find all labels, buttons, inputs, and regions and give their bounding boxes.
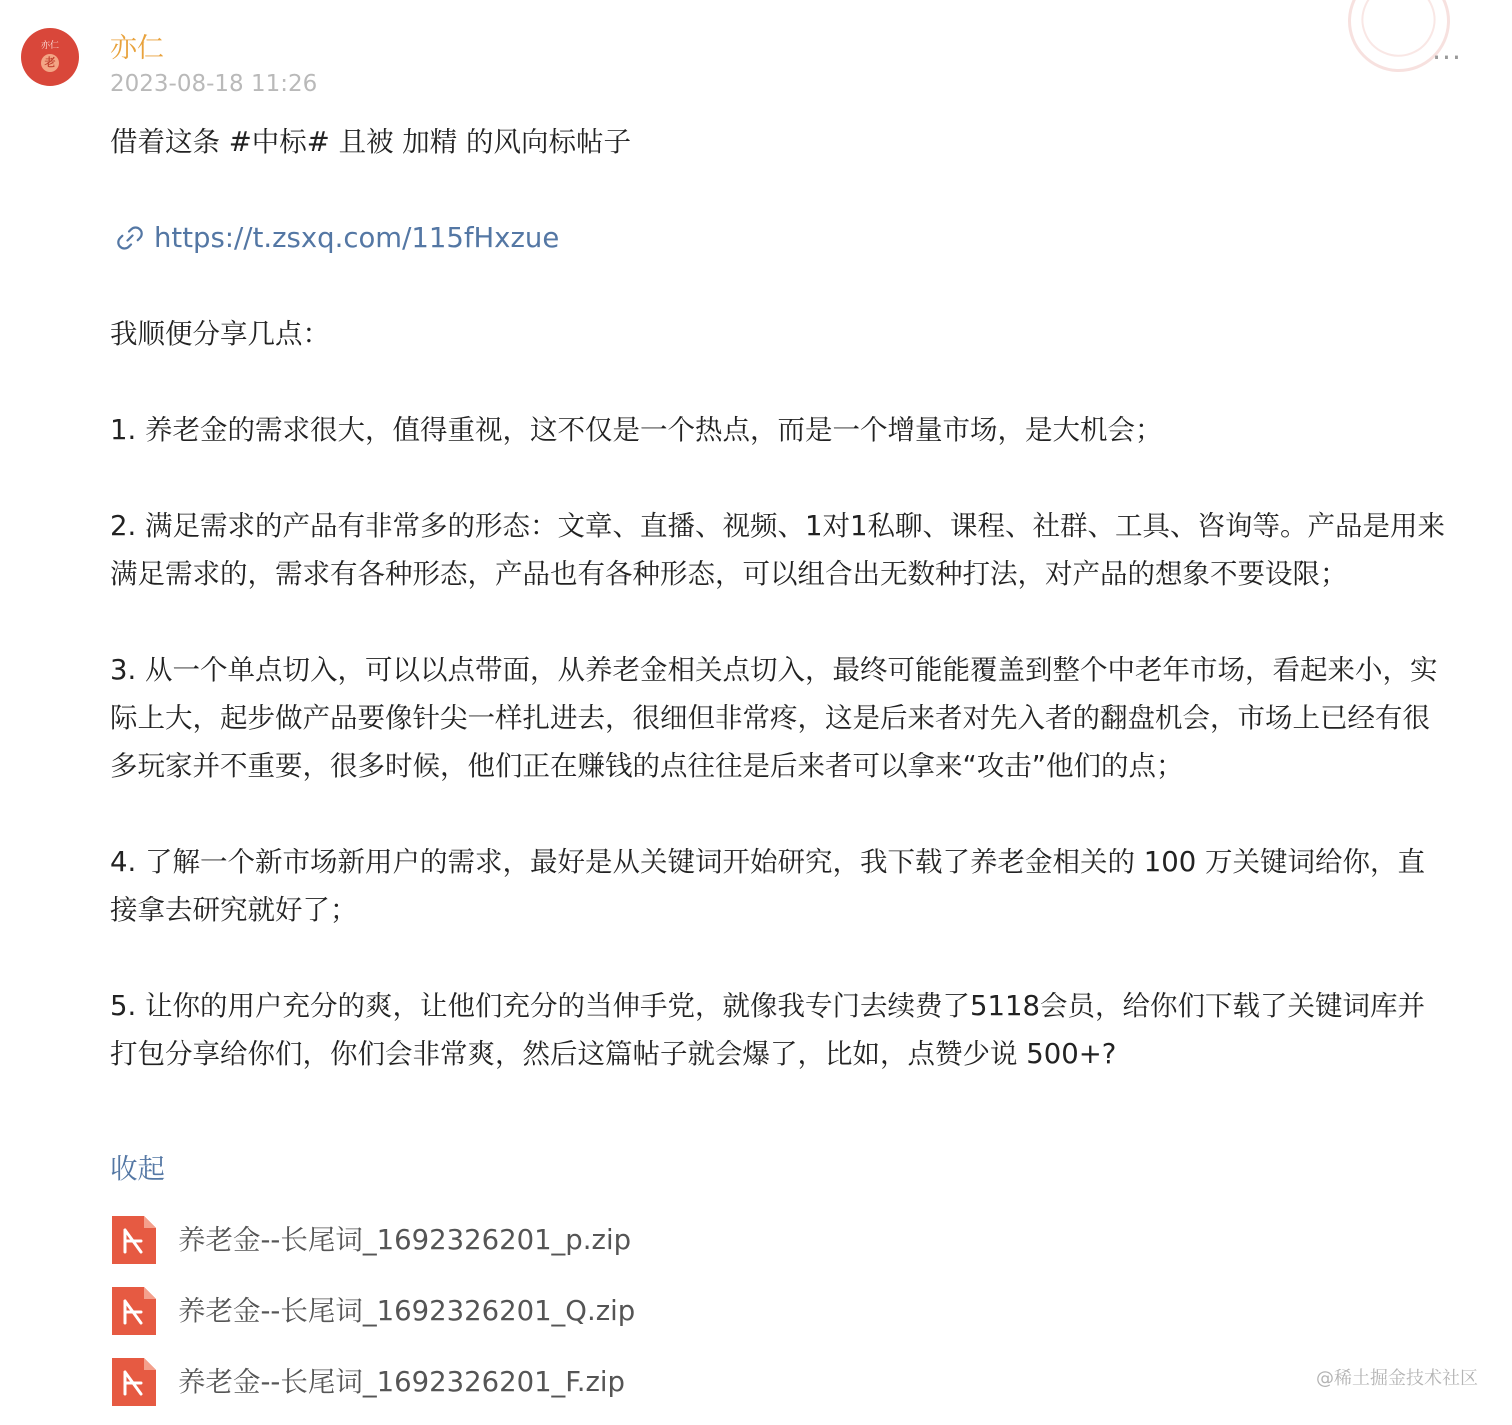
attachment-list bbox=[110, 1212, 1010, 1425]
avatar-label: 亦仁 bbox=[40, 41, 59, 51]
collapse-button[interactable]: 收起 bbox=[110, 1153, 165, 1185]
link-icon bbox=[114, 222, 146, 254]
post-point-5: 5. 让你的用户充分的爽，让他们充分的当伸手党，就像我专门去续费了5118会员，给你们下载了关键词库并打包分享给你们，你们会非常爽，然后这篇帖子就会爆了，比如，点赞少说 500+? bbox=[110, 990, 1425, 1070]
pdf-file-icon bbox=[110, 1214, 158, 1266]
attachment-name: 养老金--长尾词_1692326201_F.zip bbox=[178, 1366, 625, 1398]
attachment-item[interactable] bbox=[110, 1354, 1010, 1410]
post-link-url: https://t.zsxq.com/115fHxzue bbox=[154, 222, 560, 254]
post-lead: 我顺便分享几点： bbox=[110, 318, 330, 350]
attachment-item[interactable] bbox=[110, 1212, 1010, 1268]
post-content bbox=[110, 118, 1450, 1126]
post-point-1: 1. 养老金的需求很大，值得重视，这不仅是一个热点，而是一个增量市场，是大机会； bbox=[110, 414, 1163, 446]
post-point-2: 2. 满足需求的产品有非常多的形态：文章、直播、视频、1对1私聊、课程、社群、工具、咨询等。产品是用来满足需求的，需求有各种形态，产品也有各种形态，可以组合出无数种打法，对产品的想象不要设限； bbox=[110, 510, 1445, 590]
more-options-button[interactable] bbox=[1424, 33, 1470, 66]
post-point-3: 3. 从一个单点切入，可以以点带面，从养老金相关点切入，最终可能能覆盖到整个中老年市场，看起来小，实际上大，起步做产品要像针尖一样扎进去，很细但非常疼，这是后来者对先入者的翻盘机会，市场上已经有很多玩家并不重要，很多时候，他们正在赚钱的点往往是后来者可以拿来“攻击”他们的点； bbox=[110, 654, 1438, 782]
author-avatar[interactable] bbox=[21, 28, 79, 86]
watermark: @稀土掘金技术社区 bbox=[1316, 1368, 1478, 1389]
pdf-file-icon bbox=[110, 1285, 158, 1337]
avatar-badge: 老 bbox=[41, 54, 59, 72]
post-link[interactable] bbox=[110, 214, 1450, 262]
post-intro: 借着这条 #中标# 且被 加精 的风向标帖子 bbox=[110, 126, 632, 158]
attachment-name: 养老金--长尾词_1692326201_Q.zip bbox=[178, 1295, 636, 1327]
attachment-name: 养老金--长尾词_1692326201_p.zip bbox=[178, 1224, 632, 1256]
more-icon: ... bbox=[1432, 33, 1462, 66]
post-point-4: 4. 了解一个新市场新用户的需求，最好是从关键词开始研究，我下载了养老金相关的 100 万关键词给你，直接拿去研究就好了； bbox=[110, 846, 1425, 926]
pdf-file-icon bbox=[110, 1356, 158, 1408]
post-timestamp: 2023-08-18 11:26 bbox=[110, 71, 318, 97]
author-name[interactable]: 亦仁 bbox=[110, 33, 164, 64]
attachment-item[interactable] bbox=[110, 1283, 1010, 1339]
